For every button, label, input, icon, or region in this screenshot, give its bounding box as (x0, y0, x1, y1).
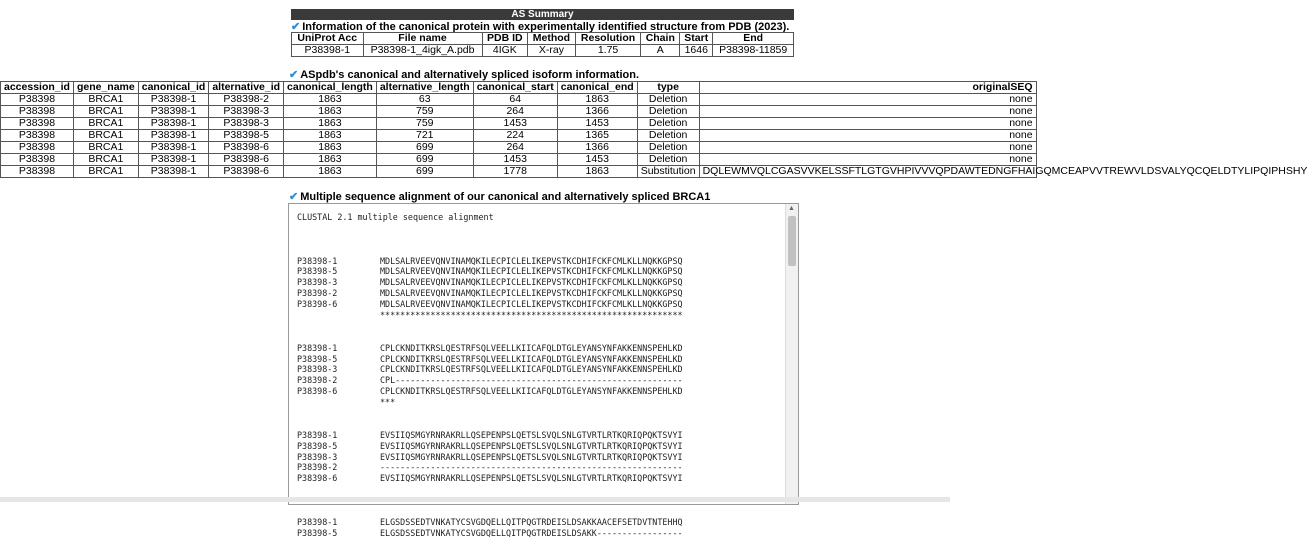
consensus-marks: ************************************************************ (380, 310, 683, 321)
sequence-residues: CPLCKNDITKRSLQESTRFSQLVEELLKIICAFQLDTGLEYANSYNFAKKENNSPEHLKD (380, 364, 683, 375)
isoform-cell: 1863 (284, 166, 377, 178)
msa-section-title (289, 190, 710, 203)
pdb-column-header: Chain (641, 33, 680, 45)
sequence-residues: EVSIIQSMGYRNRAKRLLQSEPENPSLQETSLSVQLSNLGTVRTLRTKQRIQPQKTSVYI (380, 429, 683, 440)
isoform-cell: Deletion (637, 106, 699, 118)
isoform-column-header: alternative_length (376, 82, 473, 94)
isoform-section-label: ASpdb's canonical and alternatively spliced isoform information. (300, 68, 640, 81)
blank-line (297, 321, 784, 332)
isoform-cell: P38398 (1, 130, 74, 142)
table-row (292, 45, 794, 57)
pdb-cell: 1646 (680, 45, 713, 57)
alignment-row (297, 528, 784, 539)
isoform-column-header: gene_name (73, 82, 138, 94)
isoform-cell: BRCA1 (73, 106, 138, 118)
pdb-cell: A (641, 45, 680, 57)
sequence-residues: CPLCKNDITKRSLQESTRFSQLVEELLKIICAFQLDTGLEYANSYNFAKKENNSPEHLKD (380, 386, 683, 397)
sequence-id: P38398-1 (297, 429, 338, 440)
alignment-row (297, 375, 784, 386)
alignment-row (297, 354, 784, 365)
isoform-cell: none (699, 94, 1036, 106)
alignment-row (297, 256, 784, 267)
sequence-id: P38398-5 (297, 527, 338, 538)
isoform-cell: 1863 (284, 94, 377, 106)
consensus-line (297, 484, 784, 495)
sequence-residues: MDLSALRVEEVQNVINAMQKILECPICLELIKEPVSTKCDHIFCKFCMLKLLNQKKGPSQ (380, 266, 683, 277)
consensus-line (297, 397, 784, 408)
isoform-cell: none (699, 154, 1036, 166)
sequence-residues: MDLSALRVEEVQNVINAMQKILECPICLELIKEPVSTKCDHIFCKFCMLKLLNQKKGPSQ (380, 299, 683, 310)
isoform-cell: 1365 (557, 130, 637, 142)
isoform-cell: 1778 (473, 166, 557, 178)
sequence-residues: EVSIIQSMGYRNRAKRLLQSEPENPSLQETSLSVQLSNLGTVRTLRTKQRIQPQKTSVYI (380, 451, 683, 462)
isoform-cell: BRCA1 (73, 166, 138, 178)
pdb-column-header: Method (528, 33, 576, 45)
isoform-column-header: canonical_end (557, 82, 637, 94)
isoform-cell: 759 (376, 106, 473, 118)
isoform-cell: 1863 (557, 166, 637, 178)
blank-line (297, 223, 784, 234)
isoform-column-header: alternative_id (209, 82, 284, 94)
alignment-row (297, 364, 784, 375)
sequence-residues: CPL--------------------------------------------------------- (380, 375, 683, 386)
table-row (1, 94, 1037, 106)
isoform-cell: P38398 (1, 94, 74, 106)
isoform-cell: BRCA1 (73, 142, 138, 154)
isoform-section-title (289, 68, 639, 81)
sequence-id: P38398-6 (297, 473, 338, 484)
sequence-id: P38398-1 (297, 342, 338, 353)
msa-section-label: Multiple sequence alignment of our canonical and alternatively spliced BRCA1 (300, 190, 711, 203)
isoform-cell: 1453 (473, 118, 557, 130)
sequence-residues: CPLCKNDITKRSLQESTRFSQLVEELLKIICAFQLDTGLEYANSYNFAKKENNSPEHLKD (380, 342, 683, 353)
sequence-id: P38398-5 (297, 440, 338, 451)
sequence-id: P38398-1 (297, 255, 338, 266)
isoform-cell: P38398-2 (209, 94, 284, 106)
isoform-cell: 699 (376, 142, 473, 154)
isoform-cell: Substitution (637, 166, 699, 178)
isoform-cell: Deletion (637, 130, 699, 142)
isoform-cell: 1863 (284, 142, 377, 154)
isoform-cell: none (699, 130, 1036, 142)
table-row (1, 154, 1037, 166)
isoform-cell: 1863 (284, 118, 377, 130)
scrollbar-thumb[interactable] (788, 216, 796, 266)
isoform-column-header: canonical_start (473, 82, 557, 94)
sequence-id: P38398-1 (297, 516, 338, 527)
isoform-cell: P38398 (1, 154, 74, 166)
isoform-cell: 759 (376, 118, 473, 130)
alignment-row (297, 288, 784, 299)
sequence-residues: CPLCKNDITKRSLQESTRFSQLVEELLKIICAFQLDTGLEYANSYNFAKKENNSPEHLKD (380, 353, 683, 364)
pdb-column-header: File name (363, 33, 482, 45)
checkmark-icon: ✔ (289, 191, 299, 203)
isoform-cell: none (699, 106, 1036, 118)
isoform-cell: none (699, 142, 1036, 154)
pdb-structure-table (291, 32, 794, 57)
sequence-id: P38398-3 (297, 451, 338, 462)
sequence-residues: MDLSALRVEEVQNVINAMQKILECPICLELIKEPVSTKCDHIFCKFCMLKLLNQKKGPSQ (380, 255, 683, 266)
isoform-cell: BRCA1 (73, 130, 138, 142)
checkmark-icon: ✔ (289, 69, 299, 81)
blank-line (297, 506, 784, 517)
isoform-cell: Deletion (637, 142, 699, 154)
pdb-cell: P38398-1 (292, 45, 364, 57)
pdb-column-header: UniProt Acc (292, 33, 364, 45)
isoform-cell: 1366 (557, 106, 637, 118)
sequence-residues: EVSIIQSMGYRNRAKRLLQSEPENPSLQETSLSVQLSNLGTVRTLRTKQRIQPQKTSVYI (380, 440, 683, 451)
sequence-residues: ELGSDSSEDTVNKATYCSVGDQELLQITPQGTRDEISLDSAKK----------------- (380, 527, 683, 538)
alignment-row (297, 386, 784, 397)
isoform-cell: 721 (376, 130, 473, 142)
isoform-cell: 264 (473, 106, 557, 118)
pdb-cell: P38398-11859 (713, 45, 794, 57)
isoform-cell: 224 (473, 130, 557, 142)
pdb-cell: 1.75 (575, 45, 641, 57)
pdb-column-header: End (713, 33, 794, 45)
isoform-cell: P38398-3 (209, 118, 284, 130)
as-summary-banner: AS Summary (291, 9, 794, 20)
isoform-cell: P38398-6 (209, 166, 284, 178)
isoform-column-header: originalSEQ (699, 82, 1036, 94)
checkmark-icon: ✔ (291, 21, 301, 33)
isoform-cell: P38398 (1, 118, 74, 130)
isoform-cell: P38398-1 (138, 130, 209, 142)
isoform-cell: BRCA1 (73, 118, 138, 130)
sequence-residues: ELGSDSSEDTVNKATYCSVGDQELLQITPQGTRDEISLDSAKKAACEFSETDVTNTEHHQ (380, 516, 683, 527)
blank-line (297, 234, 784, 245)
isoform-cell: 1863 (284, 154, 377, 166)
isoform-cell: P38398-1 (138, 142, 209, 154)
table-row (1, 142, 1037, 154)
isoform-cell: Deletion (637, 94, 699, 106)
alignment-scrollbar[interactable] (785, 204, 798, 504)
alignment-row (297, 299, 784, 310)
isoform-cell: P38398-3 (209, 106, 284, 118)
consensus-marks: *** (380, 397, 396, 408)
isoform-column-header: type (637, 82, 699, 94)
alignment-scroll-panel[interactable] (288, 203, 799, 538)
alignment-row (297, 462, 784, 473)
isoform-cell: Deletion (637, 118, 699, 130)
table-row (1, 130, 1037, 142)
isoform-cell: 1863 (284, 130, 377, 142)
sequence-residues: MDLSALRVEEVQNVINAMQKILECPICLELIKEPVSTKCDHIFCKFCMLKLLNQKKGPSQ (380, 288, 683, 299)
table-row (1, 106, 1037, 118)
sequence-id: P38398-5 (297, 353, 338, 364)
isoform-cell: P38398-1 (138, 154, 209, 166)
sequence-id: P38398-3 (297, 277, 338, 288)
pdb-cell: X-ray (528, 45, 576, 57)
isoform-cell: 1863 (284, 106, 377, 118)
isoform-cell: 1863 (557, 94, 637, 106)
sequence-id: P38398-6 (297, 299, 338, 310)
sequence-residues: ------------------------------------------------------------ (380, 462, 683, 473)
isoform-cell: 1366 (557, 142, 637, 154)
sequence-id: P38398-6 (297, 386, 338, 397)
alignment-row (297, 452, 784, 463)
alignment-row (297, 441, 784, 452)
isoform-cell: P38398-5 (209, 130, 284, 142)
alignment-row (297, 517, 784, 528)
consensus-line (297, 310, 784, 321)
isoform-cell: 699 (376, 154, 473, 166)
sequence-id: P38398-3 (297, 364, 338, 375)
isoform-cell: P38398-6 (209, 154, 284, 166)
isoform-column-header: accession_id (1, 82, 74, 94)
blank-line (297, 419, 784, 430)
pdb-column-header: PDB ID (482, 33, 528, 45)
isoform-cell: 1453 (473, 154, 557, 166)
isoform-cell: DQLEWMVQLCGASVVKELSSFTLGTGVHPIVVVQPDAWTEDNGFHAIGQMCEAPVVTREWVLDSVALYQCQELDTYLIPQIPHSHY (699, 166, 1036, 178)
sequence-id: P38398-5 (297, 266, 338, 277)
sequence-id: P38398-2 (297, 288, 338, 299)
isoform-table (0, 81, 1307, 178)
isoform-cell: 1453 (557, 118, 637, 130)
pdb-cell: P38398-1_4igk_A.pdb (363, 45, 482, 57)
isoform-cell: 64 (473, 94, 557, 106)
alignment-row (297, 430, 784, 441)
isoform-cell: 264 (473, 142, 557, 154)
isoform-cell: P38398-1 (138, 118, 209, 130)
isoform-cell: P38398 (1, 142, 74, 154)
alignment-row (297, 473, 784, 484)
alignment-row (297, 343, 784, 354)
blank-line (297, 245, 784, 256)
isoform-column-header: canonical_length (284, 82, 377, 94)
isoform-cell: none (699, 118, 1036, 130)
alignment-text (297, 212, 784, 539)
sequence-id: P38398-2 (297, 375, 338, 386)
sequence-residues: MDLSALRVEEVQNVINAMQKILECPICLELIKEPVSTKCDHIFCKFCMLKLLNQKKGPSQ (380, 277, 683, 288)
isoform-cell: BRCA1 (73, 94, 138, 106)
isoform-cell: P38398 (1, 106, 74, 118)
scroll-up-arrow-icon[interactable]: ▲ (788, 205, 795, 212)
isoform-cell: 63 (376, 94, 473, 106)
isoform-cell: P38398 (1, 166, 74, 178)
isoform-cell: 699 (376, 166, 473, 178)
blank-line (297, 408, 784, 419)
alignment-row (297, 277, 784, 288)
alignment-header: CLUSTAL 2.1 multiple sequence alignment (297, 212, 494, 222)
isoform-column-header: canonical_id (138, 82, 209, 94)
pdb-cell: 4IGK (482, 45, 528, 57)
alignment-row (297, 266, 784, 277)
pdb-column-header: Start (680, 33, 713, 45)
table-row (1, 166, 1037, 178)
isoform-cell: P38398-1 (138, 106, 209, 118)
isoform-cell: P38398-6 (209, 142, 284, 154)
sequence-id: P38398-2 (297, 462, 338, 473)
isoform-cell: P38398-1 (138, 94, 209, 106)
isoform-cell: BRCA1 (73, 154, 138, 166)
isoform-cell: Deletion (637, 154, 699, 166)
blank-line (297, 332, 784, 343)
isoform-cell: 1453 (557, 154, 637, 166)
page-horizontal-scrollbar[interactable] (0, 497, 950, 502)
sequence-residues: EVSIIQSMGYRNRAKRLLQSEPENPSLQETSLSVQLSNLGTVRTLRTKQRIQPQKTSVYI (380, 473, 683, 484)
pdb-section-label: Information of the canonical protein with experimentally identified structure from PDB (2023). (302, 20, 790, 33)
isoform-cell: P38398-1 (138, 166, 209, 178)
table-row (1, 118, 1037, 130)
pdb-column-header: Resolution (575, 33, 641, 45)
